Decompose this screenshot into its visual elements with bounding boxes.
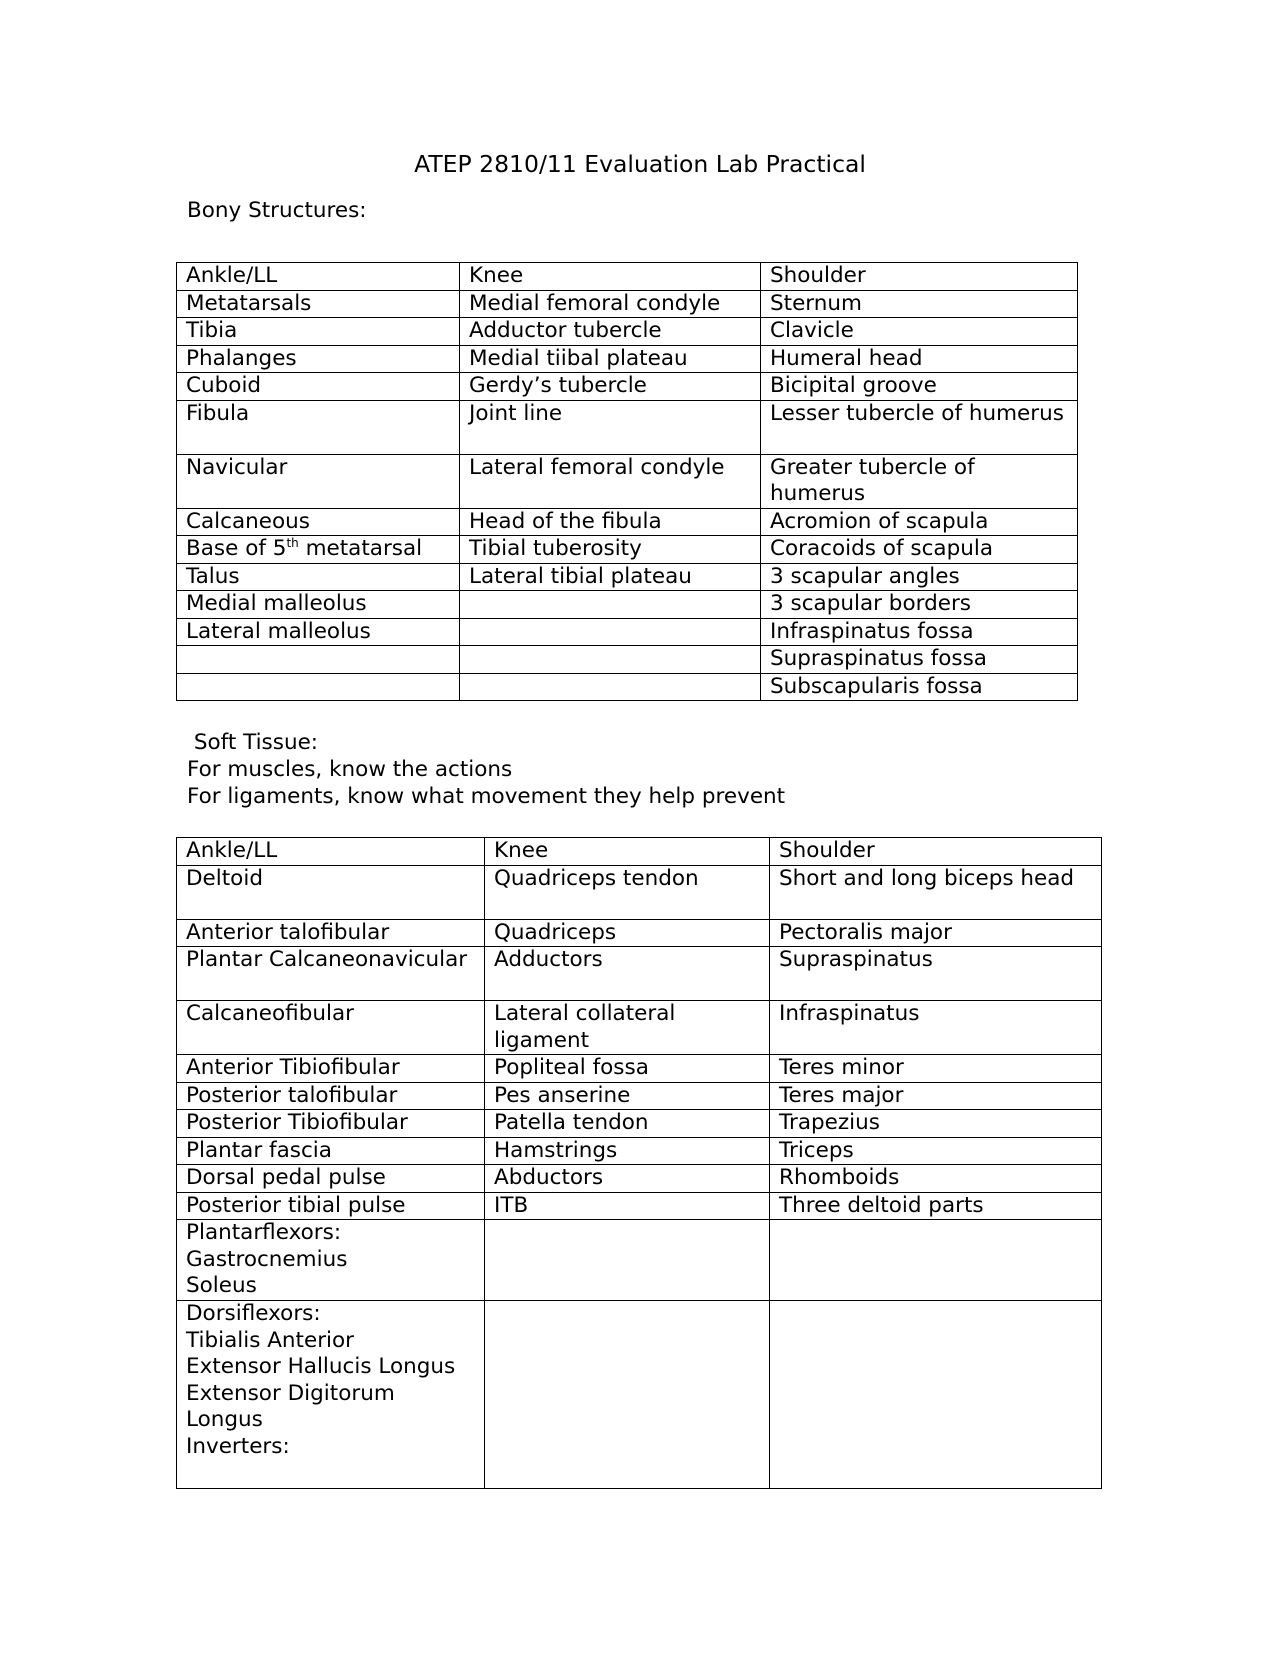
soft-table-row [177, 1220, 1102, 1301]
bony-table-cell: Medial femoral condyle [460, 290, 761, 318]
ligaments-note: For ligaments, know what movement they help prevent [187, 784, 786, 809]
bony-table-row [177, 373, 1078, 401]
soft-table-row [177, 865, 1102, 919]
bony-table-cell: Calcaneous [177, 508, 460, 536]
bony-structures-table [176, 262, 1078, 701]
soft-table-cell: Pectoralis major [770, 919, 1102, 947]
bony-table-cell [177, 673, 460, 701]
bony-table-cell: Base of 5th metatarsal [177, 536, 460, 564]
soft-table-cell: Plantar Calcaneonavicular [177, 947, 485, 1001]
bony-table-cell: Clavicle [761, 318, 1078, 346]
soft-table-cell: Dorsiflexors: Tibialis Anterior Extensor Hallucis Longus Extensor Digitorum Longus Inverters: [177, 1301, 485, 1489]
bony-table-row [177, 290, 1078, 318]
bony-table-cell: Greater tubercle of humerus [761, 454, 1078, 508]
page-title: ATEP 2810/11 Evaluation Lab Practical [414, 150, 866, 178]
soft-table-row [177, 1055, 1102, 1083]
soft-table-row [177, 1001, 1102, 1055]
bony-table-cell: Tibial tuberosity [460, 536, 761, 564]
bony-table-cell: Lateral femoral condyle [460, 454, 761, 508]
soft-table-cell: Lateral collateral ligament [485, 1001, 770, 1055]
bony-table-cell: Gerdy’s tubercle [460, 373, 761, 401]
soft-table-row [177, 1165, 1102, 1193]
bony-table-cell: Tibia [177, 318, 460, 346]
bony-table-cell: Supraspinatus fossa [761, 646, 1078, 674]
bony-table-row [177, 400, 1078, 454]
soft-table-cell: Teres major [770, 1082, 1102, 1110]
bony-table-cell: Lateral malleolus [177, 618, 460, 646]
soft-table-cell [770, 1220, 1102, 1301]
soft-table-header-cell: Ankle/LL [177, 838, 485, 866]
ordinal-suffix: th [286, 536, 299, 550]
bony-table-row [177, 454, 1078, 508]
bony-table-cell [460, 673, 761, 701]
bony-table-cell: Phalanges [177, 345, 460, 373]
soft-table-header-row [177, 838, 1102, 866]
soft-table-cell: Posterior tibial pulse [177, 1192, 485, 1220]
soft-table-cell: Anterior talofibular [177, 919, 485, 947]
bony-table-cell: Navicular [177, 454, 460, 508]
soft-table-cell: Plantarflexors: Gastrocnemius Soleus [177, 1220, 485, 1301]
bony-table-row [177, 673, 1078, 701]
bony-table-cell [460, 618, 761, 646]
bony-table-cell: Subscapularis fossa [761, 673, 1078, 701]
soft-table-cell: Hamstrings [485, 1137, 770, 1165]
bony-structures-heading: Bony Structures: [187, 198, 367, 223]
bony-table-row [177, 345, 1078, 373]
bony-table-cell: Acromion of scapula [761, 508, 1078, 536]
bony-table-cell: Fibula [177, 400, 460, 454]
soft-table-cell: Plantar fascia [177, 1137, 485, 1165]
soft-table-cell: Pes anserine [485, 1082, 770, 1110]
bony-table-header-cell: Ankle/LL [177, 263, 460, 291]
soft-table-cell: Triceps [770, 1137, 1102, 1165]
soft-table-row [177, 1137, 1102, 1165]
bony-table-row [177, 591, 1078, 619]
soft-table-row [177, 1082, 1102, 1110]
bony-table-row [177, 646, 1078, 674]
bony-table-cell: Metatarsals [177, 290, 460, 318]
soft-table-row [177, 919, 1102, 947]
soft-table-cell: Short and long biceps head [770, 865, 1102, 919]
bony-table-cell: Medial malleolus [177, 591, 460, 619]
metatarsal-suffix: metatarsal [298, 536, 423, 561]
soft-table-cell [485, 1301, 770, 1489]
soft-table-header-cell: Shoulder [770, 838, 1102, 866]
bony-table-cell: Lesser tubercle of humerus [761, 400, 1078, 454]
soft-table-row [177, 1110, 1102, 1138]
bony-table-cell: 3 scapular angles [761, 563, 1078, 591]
soft-table-row [177, 1301, 1102, 1489]
bony-table-cell: Lateral tibial plateau [460, 563, 761, 591]
soft-table-cell: Deltoid [177, 865, 485, 919]
soft-table-cell [770, 1301, 1102, 1489]
soft-table-cell: ITB [485, 1192, 770, 1220]
bony-table-cell: Coracoids of scapula [761, 536, 1078, 564]
soft-table-cell: Rhomboids [770, 1165, 1102, 1193]
soft-table-cell: Quadriceps [485, 919, 770, 947]
bony-table-cell: Talus [177, 563, 460, 591]
bony-table-row [177, 318, 1078, 346]
soft-table-cell: Trapezius [770, 1110, 1102, 1138]
bony-table-row [177, 563, 1078, 591]
soft-table-cell: Posterior talofibular [177, 1082, 485, 1110]
bony-table-cell: Humeral head [761, 345, 1078, 373]
soft-table-row [177, 947, 1102, 1001]
bony-table-cell: Joint line [460, 400, 761, 454]
bony-table-cell [177, 646, 460, 674]
soft-table-cell [485, 1220, 770, 1301]
soft-table-cell: Supraspinatus [770, 947, 1102, 1001]
bony-table-header-cell: Knee [460, 263, 761, 291]
soft-table-cell: Adductors [485, 947, 770, 1001]
soft-table-cell: Three deltoid parts [770, 1192, 1102, 1220]
bony-table-cell [460, 591, 761, 619]
soft-table-cell: Abductors [485, 1165, 770, 1193]
soft-table-cell: Anterior Tibiofibular [177, 1055, 485, 1083]
bony-table-row [177, 536, 1078, 564]
bony-table-cell: Bicipital groove [761, 373, 1078, 401]
bony-table-cell: Head of the fibula [460, 508, 761, 536]
soft-table-cell: Popliteal fossa [485, 1055, 770, 1083]
soft-table-cell: Patella tendon [485, 1110, 770, 1138]
soft-table-cell: Calcaneofibular [177, 1001, 485, 1055]
soft-tissue-table [176, 837, 1102, 1489]
bony-table-row [177, 508, 1078, 536]
soft-tissue-heading: Soft Tissue: [187, 730, 319, 755]
bony-table-cell: 3 scapular borders [761, 591, 1078, 619]
bony-table-cell: Medial tiibal plateau [460, 345, 761, 373]
soft-table-header-cell: Knee [485, 838, 770, 866]
soft-table-row [177, 1192, 1102, 1220]
bony-table-cell: Cuboid [177, 373, 460, 401]
bony-table-row [177, 618, 1078, 646]
soft-table-cell: Quadriceps tendon [485, 865, 770, 919]
bony-table-header-row [177, 263, 1078, 291]
bony-table-header-cell: Shoulder [761, 263, 1078, 291]
soft-table-cell: Teres minor [770, 1055, 1102, 1083]
bony-table-cell: Infraspinatus fossa [761, 618, 1078, 646]
bony-table-cell: Adductor tubercle [460, 318, 761, 346]
muscles-note: For muscles, know the actions [187, 757, 513, 782]
bony-table-cell [460, 646, 761, 674]
soft-table-cell: Dorsal pedal pulse [177, 1165, 485, 1193]
soft-table-cell: Infraspinatus [770, 1001, 1102, 1055]
bony-table-cell: Sternum [761, 290, 1078, 318]
soft-table-cell: Posterior Tibiofibular [177, 1110, 485, 1138]
